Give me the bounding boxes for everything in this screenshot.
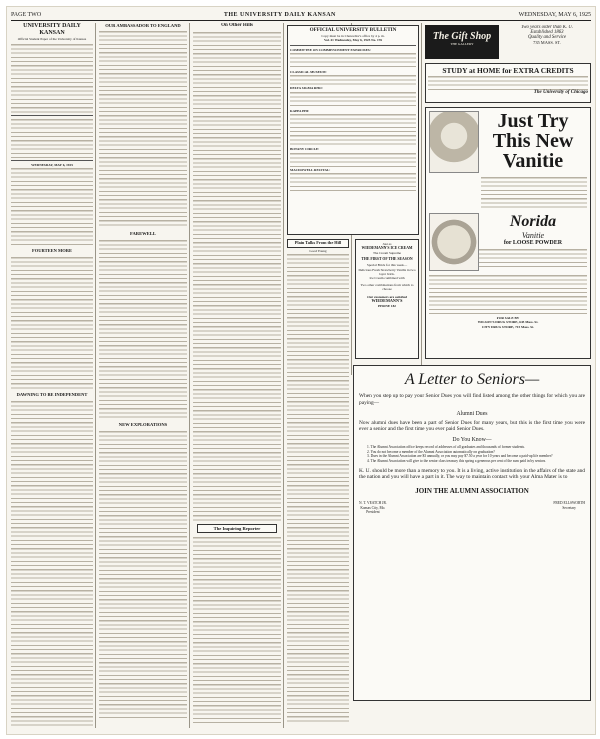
ad-line: Two other combinations from which to choose (360, 282, 414, 292)
ad-text (429, 274, 587, 314)
bulletin-text (290, 152, 416, 168)
article-head: OUR AMBASSADOR TO ENGLAND (105, 23, 181, 28)
bulletin-item: MACDOWELL RECITAL: (290, 167, 331, 172)
bulletin-item: CLASSICAL MUSEUM: (290, 69, 327, 74)
ad-text (481, 176, 587, 210)
divider (11, 115, 93, 116)
letter-to-seniors-ad (353, 365, 591, 701)
signature-title: President (366, 509, 380, 514)
compact-illustration (429, 213, 479, 271)
staff-heading: Official Student Paper of the University of Kansas (17, 37, 87, 42)
list-item: 1. The Alumni Association office keeps record of addresses of all graduates and thousands of former students. (367, 445, 525, 450)
ad-line: Quality and Service (527, 35, 567, 40)
letter-intro: When you step up to pay your Senior Dues you will find listed among the other things for which you are paying— (359, 393, 585, 406)
store-line: CITY DRUG STORE, 715 Mass. St. (481, 324, 535, 329)
article-text (287, 253, 349, 723)
inquiring-reporter-title: The Inquiring Reporter (213, 525, 261, 531)
bulletin-subtitle: Copy must be in Chancellor's office by 4 p. m. (321, 33, 385, 38)
bulletin-text (290, 113, 416, 147)
store-line: WILSON'S DRUG STORE, 645 Mass. St. (477, 320, 539, 325)
newspaper-page (6, 6, 596, 735)
bulletin-title: OFFICIAL UNIVERSITY BULLETIN (309, 27, 397, 33)
column-rule (421, 23, 422, 375)
signature-title: Secretary (562, 505, 576, 510)
brand-name: Norida (509, 213, 557, 230)
product-illustration (429, 111, 479, 173)
ad-line: 735 MASS. ST. (533, 40, 561, 45)
ad-text (479, 248, 587, 270)
signature-name: N. T. VEATCH JR. (359, 501, 387, 506)
list-item: 2. You do not become a member of the Alumni Association automatically on graduation? (367, 449, 495, 454)
ad-vanitie: Vanitie (502, 150, 564, 172)
editorial-head: FOURTEEN MORE (32, 248, 72, 253)
bulletin-issue: Vol. 41 Wednesday, May 6, 1925 No. 176 (323, 38, 383, 43)
bulletin-text (290, 74, 416, 86)
plain-talks-subhead: Good Young (309, 248, 327, 253)
article-text (99, 430, 187, 720)
ad-this-new: This New (492, 130, 574, 152)
ad-headline: STUDY at HOME for EXTRA CREDITS (442, 66, 574, 75)
ad-line: Ice Cream combined with (369, 276, 405, 281)
store-ad (503, 25, 591, 59)
column-rule (189, 23, 190, 728)
join-line: JOIN THE ALUMNI ASSOCIATION (415, 487, 529, 496)
wiedemann-ad (355, 239, 419, 359)
bulletin-item: KAPPA PHI: (290, 108, 310, 113)
masthead (11, 10, 591, 21)
article-head: FAREWELL (130, 231, 156, 237)
ad-line: WIEDEMANN'S (371, 298, 403, 303)
page-label: PAGE TWO (11, 12, 42, 18)
staff-listing (11, 43, 93, 113)
article-text (193, 31, 281, 521)
signature-city: Kansas City, Mo. (360, 505, 386, 510)
column-rule (95, 23, 96, 728)
ad-text (428, 75, 588, 90)
ad-line: Delicious Fresh Strawberry Vanilla in two layer brick. (358, 267, 416, 276)
ad-just: Just Try (497, 110, 569, 132)
editorial-text (11, 167, 93, 247)
ad-line: Special Brick for this week— (366, 263, 408, 268)
ad-line: Two years older than K. U. (520, 25, 573, 30)
ad-line: Established 1863 (530, 30, 564, 35)
list-item: 4. The Alumni Association will give to the senior class treasury this spring a generous per cent of the sum paid in by seniors. (367, 458, 547, 463)
column-rule (283, 23, 284, 728)
staff-listing (11, 118, 93, 158)
letter-closing: K. U. should be more than a memory to you. It is a living, active institution in the affairs of the state and the nation and you will have a part in it. The way to maintain contact with your Alma Mater is to (359, 467, 585, 481)
issue-date: WEDNESDAY, MAY 6, 1925 (518, 12, 591, 18)
article-text (193, 536, 281, 726)
ad-line: PHONE 182 (378, 303, 396, 308)
editorial-text (11, 256, 93, 391)
bulletin-item: BOTANY CIRCLE: (290, 147, 320, 152)
article-text (99, 30, 187, 228)
brand-tag: for LOOSE POWDER (503, 240, 563, 246)
letter-title: A Letter to Seniors— (404, 371, 540, 388)
bulletin-text (290, 172, 416, 194)
vanitie-ad (425, 107, 591, 359)
ad-line: Our customers are satisfied (367, 294, 407, 299)
do-you-know: Do You Know— (452, 437, 492, 444)
column-2 (99, 23, 187, 729)
alumni-dues-heading: Alumni Dues (456, 410, 488, 417)
article-text (99, 239, 187, 419)
plain-talks-box (287, 239, 349, 248)
brand-sub: Vanitie (521, 231, 545, 240)
editorial-head: DAWNING TO BE INDEPENDENT (16, 391, 88, 397)
bulletin-text (290, 91, 416, 109)
paper-name: UNIVERSITY DAILY KANSAN (23, 23, 81, 36)
gift-shop-ad (425, 25, 499, 59)
chicago-ad (425, 63, 591, 103)
editorial-text (11, 400, 93, 729)
ad-line: THE FIRST OF THE SEASON (361, 256, 413, 261)
column-3 (193, 23, 281, 729)
ad-line: The Cream Supreme (372, 250, 402, 255)
letter-para: Now alumni dues have been a part of Senior Dues for many years, but this is the first time you were ever a senior and the first time you ever paid Senior Dues. (359, 419, 585, 433)
bulletin-text (290, 52, 416, 70)
bulletin-item: DELTA SIGMA RHO: (290, 86, 323, 91)
sale-line: FOR SALE BY (496, 316, 520, 320)
divider (290, 45, 416, 46)
shop-name: The Gift Shop (432, 31, 492, 42)
editorial-date: WEDNESDAY, MAY 6, 1925 (31, 162, 73, 167)
paper-title: THE UNIVERSITY DAILY KANSAN (223, 12, 336, 18)
plain-talks-title: Plain Talks From the Hill (294, 240, 342, 245)
bulletin-item: COMMITTEE ON COMMENCEMENT EXERCISES: (290, 47, 371, 52)
divider (11, 160, 93, 161)
ad-footer: The University of Chicago (533, 90, 588, 95)
article-head: NEW EXPLORATIONS (118, 422, 168, 428)
ad-line: Just as (382, 242, 392, 246)
signature-name: FRED ELLSWORTH (553, 501, 585, 506)
column-1 (11, 23, 93, 729)
inquiring-reporter-box (197, 524, 277, 533)
shop-sub: THE GALLERY (450, 42, 474, 46)
column-4 (287, 239, 349, 727)
ad-line: WIEDEMANN'S ICE CREAM (361, 246, 413, 251)
list-item: 3. Dues in the Alumni Association are $3 annually, or you may pay $7.50 a year for 10 years and become a paid-up life member? (367, 454, 553, 459)
official-bulletin (287, 25, 419, 235)
article-head: On Other Hills (221, 23, 253, 28)
